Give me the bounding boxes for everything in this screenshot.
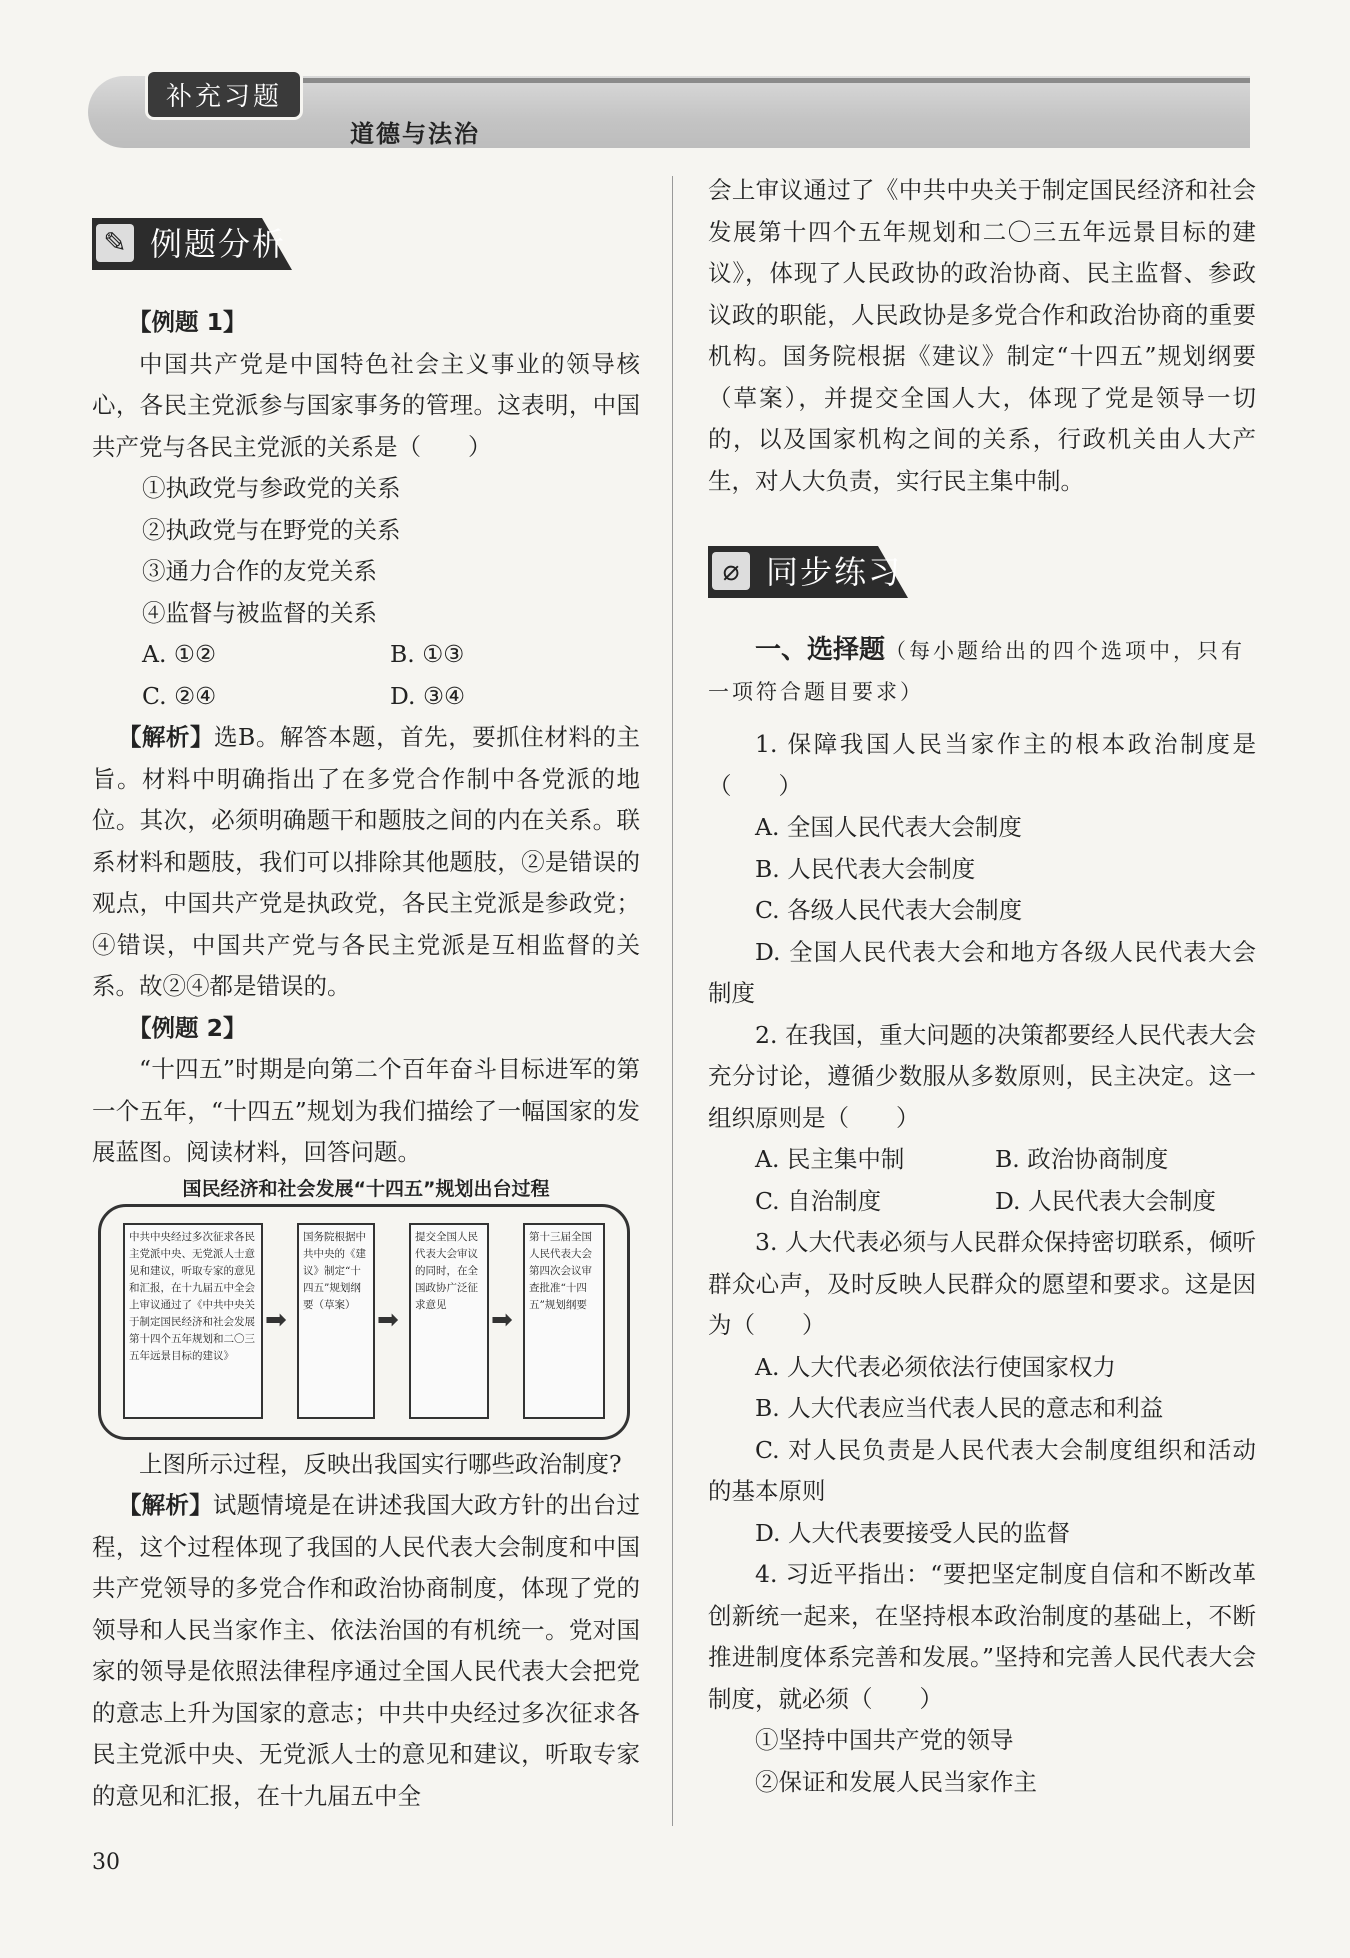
- option-b: B. ①③: [390, 640, 465, 668]
- question-3-option-c: C. 对人民负责是人民代表大会制度组织和活动的基本原则: [708, 1435, 1256, 1505]
- column-divider: [672, 176, 673, 1826]
- analysis-text: 试题情境是在讲述我国大政方针的出台过程，这个过程体现了我国的人民代表大会制度和中国共产党领导的多党合作和政治协商制度，体现了党的领导和人民当家作主、依法治国的有机统一。党对国家的领导是依照法律程序通过全国人民代表大会把党的意志上升为国家的意志；中共中央经过多次征求各民主党派中央、无党派人士的意见和建议，听取专家的意见和汇报，在十九届五中全: [92, 1491, 641, 1810]
- example-1-item: ①执政党与参政党的关系: [142, 474, 401, 502]
- left-column: [92, 170, 640, 1817]
- question-1-option-a: A. 全国人民代表大会制度: [755, 813, 1022, 841]
- question-3-option-b: B. 人大代表应当代表人民的意志和利益: [755, 1394, 1164, 1422]
- flow-step-4: 第十三届全国人民代表大会第四次会议审查批准“十四五”规划纲要: [523, 1223, 605, 1419]
- question-2-option-c: C. 自治制度: [755, 1186, 882, 1215]
- part-note: （每小题给出的四个选项中，只有一项符合题目要求）: [708, 639, 1246, 704]
- example-2-analysis: [92, 1485, 640, 1817]
- option-a: A. ①②: [142, 640, 217, 668]
- header-tag: 补充习题: [148, 72, 300, 117]
- option-d: D. ③④: [390, 681, 466, 710]
- arrow-right-icon: ➡: [265, 1304, 287, 1335]
- question-1-option-d: D. 全国人民代表大会和地方各级人民代表大会制度: [708, 937, 1256, 1007]
- example-1-item: ④监督与被监督的关系: [142, 598, 377, 627]
- example-1-options-row: [92, 676, 640, 718]
- header-subject: 道德与法治: [350, 120, 480, 148]
- example-1-item: ②执政党与在野党的关系: [142, 515, 401, 544]
- question-2-option-d: D. 人民代表大会制度: [995, 1186, 1216, 1215]
- section-heading-examples: [92, 218, 640, 276]
- question-3-option-d: D. 人大代表要接受人民的监督: [755, 1518, 1070, 1547]
- question-2-options-row: [708, 1139, 1256, 1181]
- section-heading-practice: [708, 546, 1256, 604]
- arrow-right-icon: ➡: [491, 1304, 513, 1335]
- question-4-item: ②保证和发展人民当家作主: [755, 1767, 1037, 1796]
- section-heading-text: 例题分析: [150, 225, 287, 263]
- example-1-analysis: [92, 717, 640, 1008]
- flow-diagram: [98, 1204, 630, 1440]
- flow-step-1: 中共中央经过多次征求各民主党派中央、无党派人士意见和建议，听取专家的意见和汇报，在十九届五中全会上审议通过了《中共中央关于制定国民经济和社会发展第十四个五年规划和二〇三五年远景目标的建议》: [123, 1223, 263, 1419]
- flow-step-3: 提交全国人民代表大会审议的同时，在全国政协广泛征求意见: [409, 1223, 489, 1419]
- analysis-label: 【解析】: [117, 723, 215, 751]
- example-2-label: 【例题 2】: [128, 1013, 247, 1042]
- question-3-stem: 3. 人大代表必须与人民群众保持密切联系，倾听群众心声，及时反映人民群众的愿望和要求。这是因为（ ）: [708, 1228, 1256, 1339]
- question-1-stem: 1. 保障我国人民当家作主的根本政治制度是（ ）: [708, 730, 1256, 800]
- question-2-option-b: B. 政治协商制度: [995, 1145, 1169, 1173]
- example-2-stem: “十四五”时期是向第二个百年奋斗目标进军的第一个五年，“十四五”规划为我们描绘了一幅国家的发展蓝图。阅读材料，回答问题。: [92, 1055, 640, 1166]
- option-c: C. ②④: [142, 681, 217, 710]
- question-2-stem: 2. 在我国，重大问题的决策都要经人民代表大会充分讨论，遵循少数服从多数原则，民主决定。这一组织原则是（ ）: [708, 1020, 1256, 1132]
- right-column: [708, 170, 1256, 1803]
- example-1-item: ③通力合作的友党关系: [142, 557, 377, 585]
- paperclip-icon: ⌀: [712, 552, 750, 590]
- question-2-options-row: [708, 1181, 1256, 1223]
- question-1-option-c: C. 各级人民代表大会制度: [755, 896, 1023, 924]
- question-3-option-a: A. 人大代表必须依法行使国家权力: [755, 1352, 1116, 1381]
- example-1-options-row: [92, 634, 640, 676]
- example-1-label: 【例题 1】: [128, 308, 247, 336]
- flow-step-2: 国务院根据中共中央的《建议》制定“十四五”规划纲要（草案）: [297, 1223, 375, 1419]
- example-2-question: 上图所示过程，反映出我国实行哪些政治制度?: [139, 1449, 622, 1478]
- example-1-stem: 中国共产党是中国特色社会主义事业的领导核心，各民主党派参与国家事务的管理。这表明，中国共产党与各民主党派的关系是（ ）: [92, 349, 640, 461]
- pencil-icon: ✎: [96, 224, 134, 262]
- page-number: 30: [92, 1850, 120, 1875]
- arrow-right-icon: ➡: [377, 1304, 399, 1335]
- example-2-analysis-continued: 会上审议通过了《中共中央关于制定国民经济和社会发展第十四个五年规划和二〇三五年远景目标的建议》，体现了人民政协的政治协商、民主监督、参政议政的职能，人民政协是多党合作和政治协商的重要机构。国务院根据《建议》制定“十四五”规划纲要（草案），并提交全国人大，体现了党是领导一切的，以及国家机构之间的关系，行政机关由人大产生，对人大负责，实行民主集中制。: [708, 176, 1256, 495]
- analysis-text: 选B。解答本题，首先，要抓住材料的主旨。材料中明确指出了在多党合作制中各党派的地位。其次，必须明确题干和题肢之间的内在关系。联系材料和题肢，我们可以排除其他题肢，②是错误的观点，中国共产党是执政党，各民主党派是参政党；④错误，中国共产党与各民主党派是互相监督的关系。故②④都是错误的。: [92, 723, 640, 1000]
- header-rule: [282, 78, 1250, 83]
- part-title: 一、选择题: [755, 635, 886, 665]
- question-4-item: ①坚持中国共产党的领导: [755, 1726, 1014, 1754]
- question-1-option-b: B. 人民代表大会制度: [755, 854, 976, 883]
- section-heading-text: 同步练习: [766, 553, 903, 591]
- figure-title: 国民经济和社会发展“十四五”规划出台过程: [182, 1177, 550, 1200]
- analysis-label: 【解析】: [117, 1491, 213, 1519]
- question-4-stem: 4. 习近平指出：“要把坚定制度自信和不断改革创新统一起来，在坚持根本政治制度的基础上，不断推进制度体系完善和发展。”坚持和完善人民代表大会制度，就必须（ ）: [708, 1560, 1256, 1713]
- question-2-option-a: A. 民主集中制: [755, 1145, 905, 1173]
- part-heading: [708, 630, 1256, 712]
